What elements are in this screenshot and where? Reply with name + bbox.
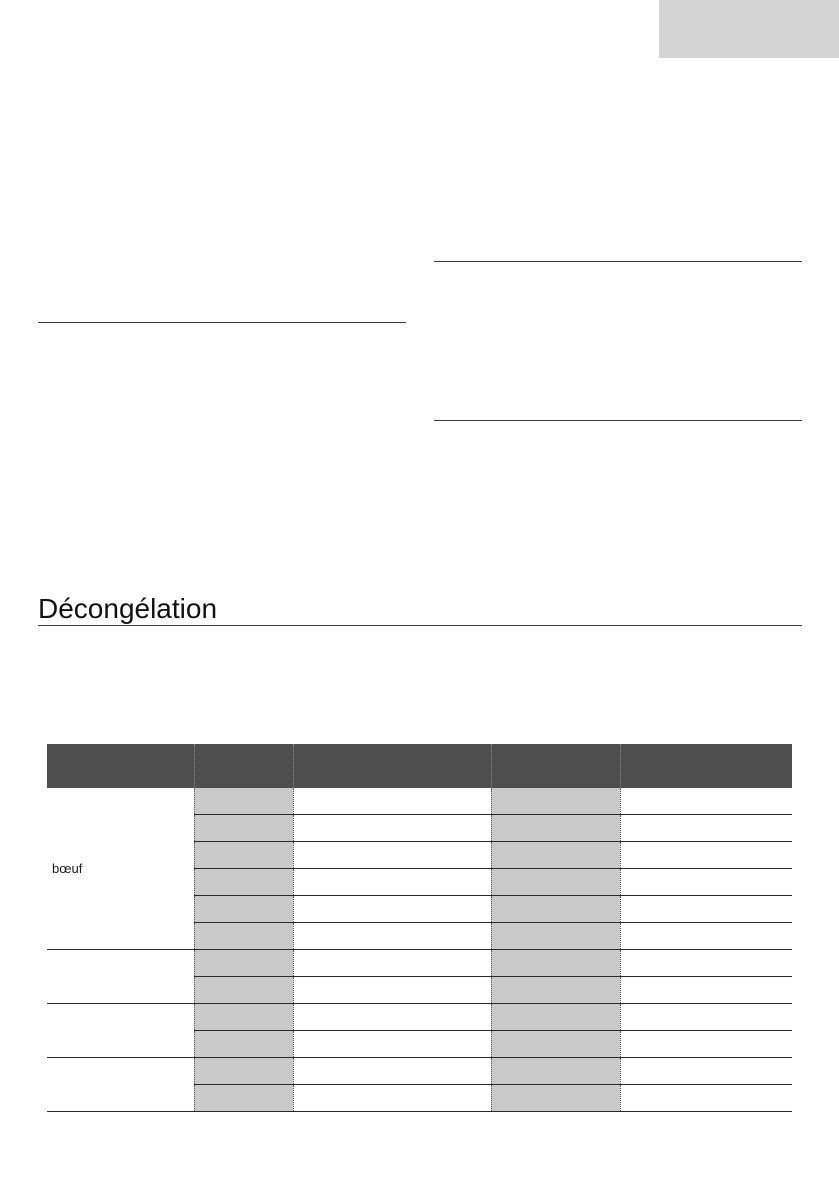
setting-cell xyxy=(491,815,620,842)
section-title: Décongélation xyxy=(38,593,218,624)
time-cell xyxy=(293,869,491,896)
setting-cell xyxy=(491,1058,620,1085)
table-row xyxy=(47,788,792,815)
setting-cell xyxy=(491,788,620,815)
page-corner-tab xyxy=(659,0,839,58)
time-cell xyxy=(293,1031,491,1058)
note-cell xyxy=(620,923,792,950)
note-cell xyxy=(620,950,792,977)
note-cell xyxy=(620,1031,792,1058)
setting-cell xyxy=(491,896,620,923)
food-type-cell: bœuf xyxy=(47,788,194,950)
note-cell xyxy=(620,869,792,896)
weight-cell xyxy=(194,869,293,896)
setting-cell xyxy=(491,869,620,896)
setting-cell xyxy=(491,1085,620,1112)
setting-cell xyxy=(491,923,620,950)
table-header-row xyxy=(47,744,792,788)
weight-cell xyxy=(194,1031,293,1058)
divider-left xyxy=(38,322,406,323)
time-cell xyxy=(293,842,491,869)
header-cell xyxy=(491,744,620,788)
time-cell xyxy=(293,788,491,815)
weight-cell xyxy=(194,950,293,977)
note-cell xyxy=(620,1004,792,1031)
note-cell xyxy=(620,1058,792,1085)
header-cell xyxy=(293,744,491,788)
time-cell xyxy=(293,1058,491,1085)
weight-cell xyxy=(194,1085,293,1112)
time-cell xyxy=(293,896,491,923)
time-cell xyxy=(293,950,491,977)
section-title-rule xyxy=(38,625,802,626)
setting-cell xyxy=(491,1031,620,1058)
weight-cell xyxy=(194,815,293,842)
time-cell xyxy=(293,1004,491,1031)
note-cell xyxy=(620,977,792,1004)
defrost-table xyxy=(47,744,792,1112)
weight-cell xyxy=(194,842,293,869)
table-row xyxy=(47,1058,792,1085)
note-cell xyxy=(620,842,792,869)
setting-cell xyxy=(491,1004,620,1031)
weight-cell xyxy=(194,1058,293,1085)
table-row xyxy=(47,1004,792,1031)
time-cell xyxy=(293,977,491,1004)
divider-right-bottom xyxy=(434,420,802,421)
weight-cell xyxy=(194,923,293,950)
note-cell xyxy=(620,896,792,923)
note-cell xyxy=(620,1085,792,1112)
note-cell xyxy=(620,815,792,842)
setting-cell xyxy=(491,950,620,977)
divider-right-top xyxy=(434,261,802,262)
food-type-cell xyxy=(47,1004,194,1058)
header-cell xyxy=(620,744,792,788)
header-cell xyxy=(47,744,194,788)
weight-cell xyxy=(194,1004,293,1031)
weight-cell xyxy=(194,788,293,815)
setting-cell xyxy=(491,842,620,869)
food-type-cell xyxy=(47,1058,194,1112)
note-cell xyxy=(620,788,792,815)
weight-cell xyxy=(194,896,293,923)
table-row xyxy=(47,950,792,977)
time-cell xyxy=(293,1085,491,1112)
setting-cell xyxy=(491,977,620,1004)
weight-cell xyxy=(194,977,293,1004)
header-cell xyxy=(194,744,293,788)
food-type-cell xyxy=(47,950,194,1004)
time-cell xyxy=(293,923,491,950)
time-cell xyxy=(293,815,491,842)
